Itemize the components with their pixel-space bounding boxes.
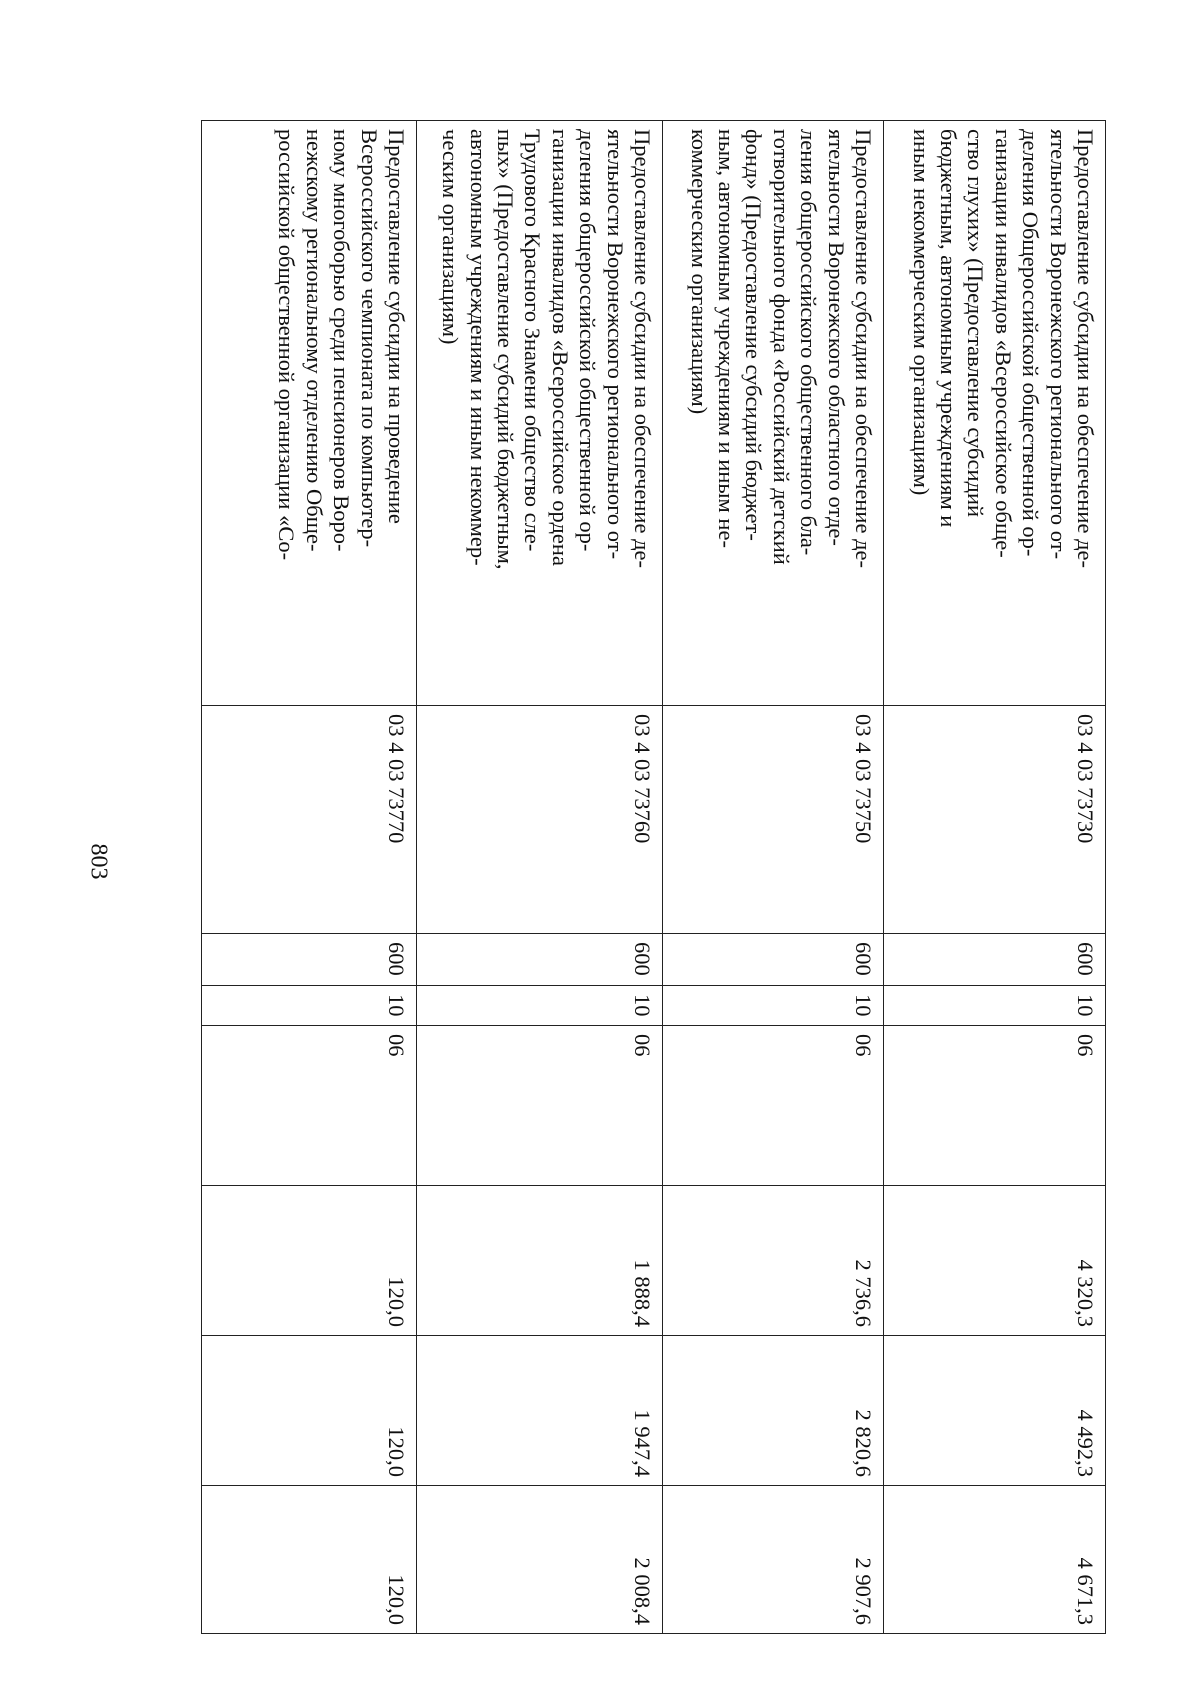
table-row	[884, 121, 1106, 1634]
rz-cell: 10	[417, 986, 663, 1026]
description-cell	[202, 121, 417, 706]
page-number: 803	[85, 843, 112, 880]
pr-cell: 06	[417, 1026, 663, 1186]
code-cell: 03 4 03 73760	[417, 706, 663, 934]
sum2-cell: 1 947,4	[417, 1336, 663, 1486]
rotated-table-wrapper	[202, 120, 1106, 1633]
sum1-cell: 1 888,4	[417, 1186, 663, 1336]
code-cell: 03 4 03 73750	[663, 706, 884, 934]
sum2-cell: 4 492,3	[884, 1336, 1106, 1486]
sum3-cell: 120,0	[202, 1486, 417, 1634]
sum1-cell: 4 320,3	[884, 1186, 1106, 1336]
sum3-cell: 2 008,4	[417, 1486, 663, 1634]
table-row	[663, 121, 884, 1634]
pr-cell: 06	[202, 1026, 417, 1186]
code-cell: 03 4 03 73770	[202, 706, 417, 934]
description-text: Предоставление субсидии на обеспечение де- ятельности Воронежского регионального от- деления Общероссийской общественной ор- ганизации инвалидов «Всероссийское обще- ство глухих» (Предоставление субсидий бюджетным, автономным учреждениям и иным некоммерческим организациям)	[908, 129, 1098, 569]
budget-table	[201, 120, 1106, 1634]
table-row	[417, 121, 663, 1634]
rz-cell: 10	[663, 986, 884, 1026]
code-cell: 03 4 03 73730	[884, 706, 1106, 934]
pr-cell: 06	[663, 1026, 884, 1186]
vr-cell: 600	[202, 934, 417, 986]
description-cell	[417, 121, 663, 706]
sum1-cell: 2 736,6	[663, 1186, 884, 1336]
sum2-cell: 2 820,6	[663, 1336, 884, 1486]
description-text: Предоставление субсидии на обеспечение де- ятельности Воронежского областного отде- ления общероссийского общественного бла- готворительного фонда «Российский детский фонд» (Предоставление субсидий бюджет- ным, автономным учреждениям и иным не- коммерческим организациям)	[686, 129, 876, 569]
description-cell	[884, 121, 1106, 706]
vr-cell: 600	[663, 934, 884, 986]
description-text: Предоставление субсидии на проведение Всероссийского чемпионата по компьютер- ному многоборью среди пенсионеров Воро- нежскому региональному отделению Обще- российской общественной организации «Со-	[274, 129, 409, 561]
description-cell	[663, 121, 884, 706]
table-row	[202, 121, 417, 1634]
vr-cell: 600	[417, 934, 663, 986]
sum2-cell: 120,0	[202, 1336, 417, 1486]
sum3-cell: 2 907,6	[663, 1486, 884, 1634]
vr-cell: 600	[884, 934, 1106, 986]
pr-cell: 06	[884, 1026, 1106, 1186]
sum1-cell: 120,0	[202, 1186, 417, 1336]
sum3-cell: 4 671,3	[884, 1486, 1106, 1634]
description-text: Предоставление субсидии на обеспечение де- ятельности Воронежского регионального от- деления общероссийской общественной ор- ганизации инвалидов «Всероссийское ордена Трудового Красного Знамени общество сле- пых» (Предоставление субсидий бюджетным, автономным учреждениям и иным некоммер- ческим организациям)	[438, 129, 655, 570]
rz-cell: 10	[202, 986, 417, 1026]
rz-cell: 10	[884, 986, 1106, 1026]
